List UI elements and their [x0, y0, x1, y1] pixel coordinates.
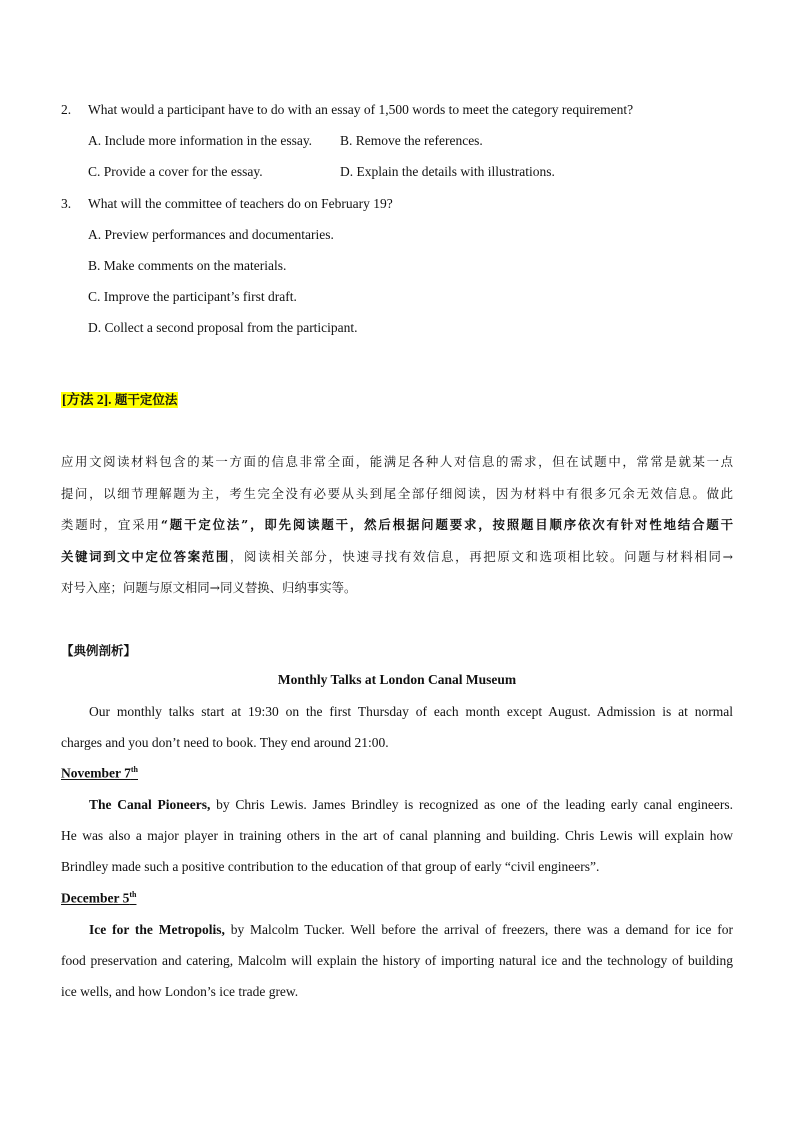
talk-1-line-1-text: by Chris Lewis. James Brindley is recognized as one of the leading early canal engineers. — [210, 797, 733, 812]
question-3-number: 3. — [61, 196, 72, 211]
method-line-3-plain: 类题时，宜采用 — [61, 517, 161, 532]
method-line-5: 对号入座；问题与原文相同→同义替换、归纳事实等。 — [61, 580, 357, 595]
q2-option-d: D. Explain the details with illustrations. — [340, 164, 555, 179]
method-line-3 — [61, 509, 733, 541]
talk-2-line-1 — [61, 914, 733, 945]
talk-1-line-3: Brindley made such a positive contribution to the education of that group of early “civil engineers”. — [61, 859, 600, 875]
q3-option-a: A. Preview performances and documentaries. — [88, 227, 334, 242]
method-line-4-bold: 关键词到文中定位答案范围 — [61, 548, 230, 564]
talk-1-date-text: November 7 — [61, 765, 131, 781]
method-paragraph — [61, 446, 733, 604]
intro-line-1: Our monthly talks start at 19:30 on the first Thursday of each month except August. Admission is at normal — [89, 704, 733, 719]
article-title: Monthly Talks at London Canal Museum — [277, 672, 517, 687]
intro-paragraph — [61, 696, 733, 758]
method-line-4-plain: ，阅读相关部分，快速寻找有效信息，再把原文和选项相比较。问题与材料相同→ — [229, 548, 733, 564]
example-tag: 【典例剖析】 — [61, 643, 137, 658]
method-heading-prefix: [方法 2]. — [62, 392, 115, 407]
question-3-text: What will the committee of teachers do on February 19? — [88, 196, 393, 211]
intro-line-2: charges and you don’t need to book. They end around 21:00. — [61, 735, 389, 751]
talk-2-line-3: ice wells, and how London’s ice trade grew. — [61, 984, 299, 1000]
talk-2-date-text: December 5 — [61, 890, 130, 906]
q3-option-b: B. Make comments on the materials. — [88, 258, 287, 273]
talk-2-line-1-text: by Malcolm Tucker. Well before the arrival of freezers, there was a demand for ice for — [224, 922, 733, 937]
talk-1-date-sup: th — [130, 765, 138, 774]
question-2-text: What would a participant have to do with an essay of 1,500 words to meet the category requirement? — [88, 102, 634, 117]
talk-2-paragraph — [61, 914, 733, 1008]
q2-option-c: C. Provide a cover for the essay. — [88, 164, 263, 179]
method-line-2: 提问，以细节理解题为主，考生完全没有必要从头到尾全部仔细阅读，因为材料中有很多冗余无效信息。做此 — [61, 485, 733, 501]
method-heading — [61, 392, 178, 408]
method-heading-name: 题干定位法 — [114, 392, 178, 407]
q3-option-c: C. Improve the participant’s first draft. — [88, 289, 297, 304]
method-line-4 — [61, 541, 733, 573]
q3-option-d: D. Collect a second proposal from the participant. — [88, 320, 358, 335]
talk-2-date-sup: th — [129, 890, 137, 899]
talk-1-paragraph — [61, 789, 733, 883]
q2-option-a: A. Include more information in the essay. — [88, 133, 313, 148]
talk-1-line-2: He was also a major player in training others in the art of canal planning and building. Chris Lewis will explain how — [61, 828, 733, 844]
q2-option-b: B. Remove the references. — [340, 133, 483, 148]
talk-1-date — [61, 765, 138, 782]
method-line-1: 应用文阅读材料包含的某一方面的信息非常全面，能满足各种人对信息的需求，但在试题中，常常是就某一点 — [61, 454, 733, 469]
question-2-number: 2. — [61, 102, 72, 117]
talk-1-line-1 — [61, 789, 733, 820]
talk-2-date — [61, 890, 136, 907]
talk-1-name: The Canal Pioneers, — [89, 797, 211, 812]
method-line-3-bold: “题干定位法”，即先阅读题干，然后根据问题要求，按照题目顺序依次有针对性地结合题干 — [160, 517, 733, 532]
talk-2-line-2: food preservation and catering, Malcolm will explain the history of importing natural ice and the technology of building — [61, 953, 733, 969]
talk-2-name: Ice for the Metropolis, — [89, 922, 225, 937]
